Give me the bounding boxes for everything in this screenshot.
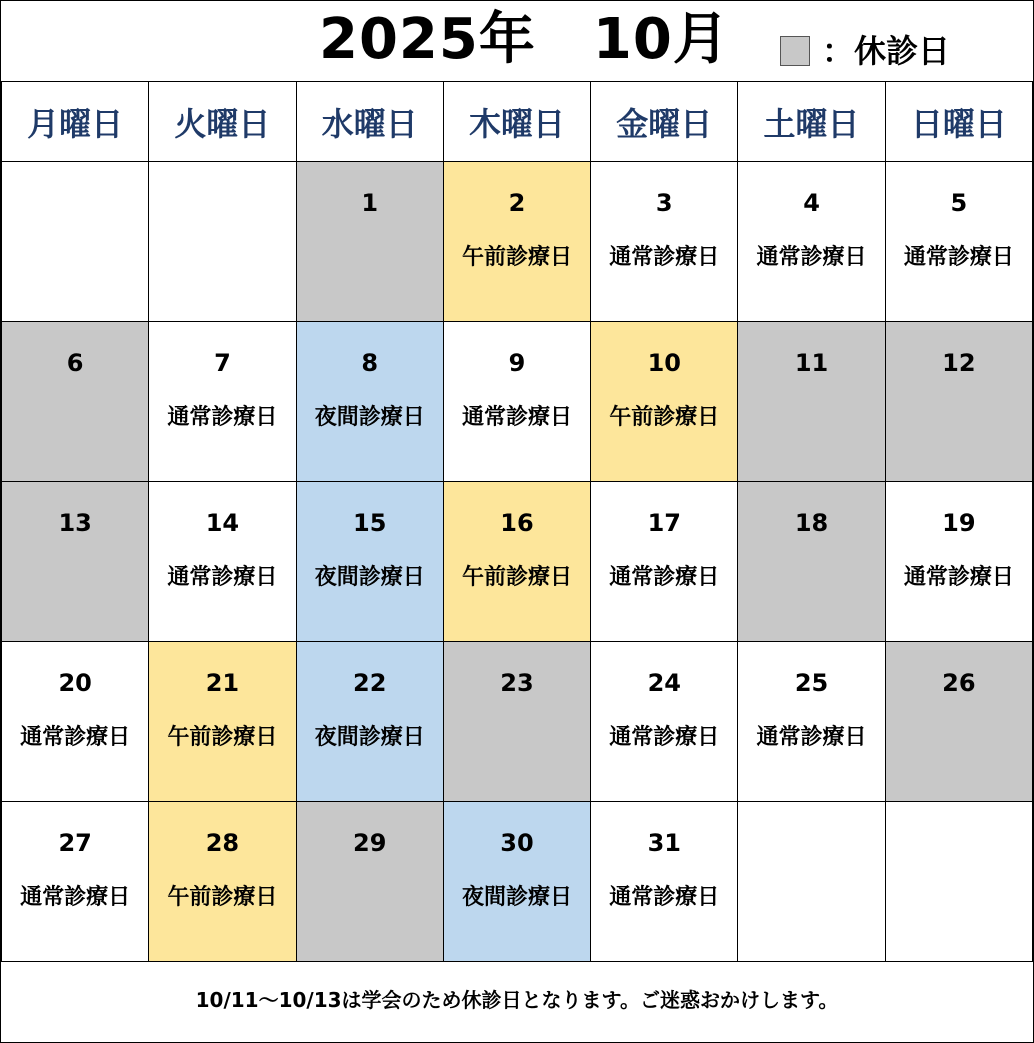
day-status: 夜間診療日 <box>461 885 572 910</box>
day-number: 10 <box>647 349 681 377</box>
day-status: 通常診療日 <box>20 725 131 750</box>
week-row <box>2 642 1033 802</box>
calendar-table <box>1 81 1033 962</box>
day-number: 30 <box>500 829 534 857</box>
day-cell <box>296 642 443 802</box>
day-cell <box>738 482 885 642</box>
day-cell <box>296 322 443 482</box>
day-cell <box>149 802 296 962</box>
legend-closed-label: ：休診日 <box>822 32 951 70</box>
day-cell <box>738 322 885 482</box>
day-cell <box>885 642 1032 802</box>
weekday-header-mon: 月曜日 <box>2 82 149 162</box>
day-cell <box>149 482 296 642</box>
day-number: 13 <box>58 509 92 537</box>
day-status: 午前診療日 <box>167 725 278 750</box>
day-number: 26 <box>942 669 976 697</box>
weekday-header-thu: 木曜日 <box>443 82 590 162</box>
weekday-header-fri: 金曜日 <box>591 82 738 162</box>
day-number: 31 <box>647 829 681 857</box>
calendar-grid <box>1 81 1033 962</box>
day-cell <box>738 642 885 802</box>
day-status: 通常診療日 <box>167 565 278 590</box>
day-number: 9 <box>508 349 526 377</box>
day-status: 午前診療日 <box>461 565 572 590</box>
weekday-header-tue: 火曜日 <box>149 82 296 162</box>
day-number: 21 <box>205 669 240 697</box>
empty-day-cell <box>885 802 1032 962</box>
day-cell <box>296 802 443 962</box>
day-status: 通常診療日 <box>20 885 131 910</box>
day-status: 通常診療日 <box>903 245 1014 270</box>
day-number: 28 <box>205 829 240 857</box>
day-number: 18 <box>794 509 829 537</box>
empty-day-cell <box>2 162 149 322</box>
day-number: 12 <box>942 349 976 377</box>
day-status: 通常診療日 <box>609 245 720 270</box>
footer-note: 10/11～10/13は学会のため休診日となります。ご迷惑おかけします。 <box>195 988 839 1012</box>
weekday-header-wed: 水曜日 <box>296 82 443 162</box>
day-status: 通常診療日 <box>461 405 572 430</box>
day-number: 7 <box>214 349 231 377</box>
calendar-title: 2025年 10月 <box>319 7 730 72</box>
weekday-header-sun: 日曜日 <box>885 82 1032 162</box>
day-cell <box>149 642 296 802</box>
day-number: 25 <box>794 669 829 697</box>
weekday-header-sat: 土曜日 <box>738 82 885 162</box>
day-status: 通常診療日 <box>167 405 278 430</box>
day-number: 2 <box>508 189 526 217</box>
day-number: 16 <box>500 509 534 537</box>
day-status: 夜間診療日 <box>314 565 425 590</box>
day-number: 4 <box>803 189 820 217</box>
day-status: 通常診療日 <box>609 725 720 750</box>
day-status: 通常診療日 <box>903 565 1014 590</box>
day-status: 午前診療日 <box>461 245 572 270</box>
day-number: 1 <box>361 189 379 217</box>
week-row <box>2 322 1033 482</box>
empty-day-cell <box>738 802 885 962</box>
day-cell <box>296 482 443 642</box>
day-number: 17 <box>647 509 681 537</box>
calendar-footer <box>1 963 1033 1042</box>
day-cell <box>591 642 738 802</box>
day-cell <box>591 322 738 482</box>
day-cell <box>149 322 296 482</box>
day-number: 15 <box>353 509 387 537</box>
calendar-body <box>2 162 1033 962</box>
day-status: 通常診療日 <box>609 885 720 910</box>
week-row <box>2 162 1033 322</box>
day-cell <box>443 642 590 802</box>
day-number: 8 <box>361 349 379 377</box>
empty-day-cell <box>149 162 296 322</box>
day-cell <box>2 642 149 802</box>
day-number: 23 <box>500 669 534 697</box>
day-cell <box>2 322 149 482</box>
week-row <box>2 482 1033 642</box>
day-number: 6 <box>66 349 84 377</box>
day-status: 通常診療日 <box>609 565 720 590</box>
calendar-header <box>1 1 1033 82</box>
day-cell <box>443 802 590 962</box>
day-number: 3 <box>655 189 673 217</box>
day-number: 24 <box>647 669 681 697</box>
day-cell <box>443 322 590 482</box>
day-status: 夜間診療日 <box>314 405 425 430</box>
legend-closed-swatch <box>780 36 810 66</box>
day-number: 20 <box>58 669 92 697</box>
day-status: 午前診療日 <box>167 885 278 910</box>
day-number: 5 <box>950 189 968 217</box>
day-number: 22 <box>353 669 387 697</box>
day-cell <box>443 482 590 642</box>
day-status: 通常診療日 <box>756 245 867 270</box>
week-row <box>2 802 1033 962</box>
day-cell <box>296 162 443 322</box>
day-number: 19 <box>942 509 976 537</box>
day-cell <box>885 162 1032 322</box>
day-cell <box>2 482 149 642</box>
day-number: 14 <box>205 509 240 537</box>
day-cell <box>885 482 1032 642</box>
day-cell <box>591 482 738 642</box>
day-cell <box>885 322 1032 482</box>
day-status: 午前診療日 <box>609 405 720 430</box>
day-number: 11 <box>794 349 829 377</box>
legend <box>780 33 950 69</box>
day-cell <box>591 162 738 322</box>
day-cell <box>2 802 149 962</box>
day-cell <box>738 162 885 322</box>
day-cell <box>443 162 590 322</box>
day-status: 通常診療日 <box>756 725 867 750</box>
weekday-header-row <box>2 82 1033 162</box>
day-number: 27 <box>58 829 92 857</box>
day-number: 29 <box>353 829 387 857</box>
day-cell <box>591 802 738 962</box>
day-status: 夜間診療日 <box>314 725 425 750</box>
